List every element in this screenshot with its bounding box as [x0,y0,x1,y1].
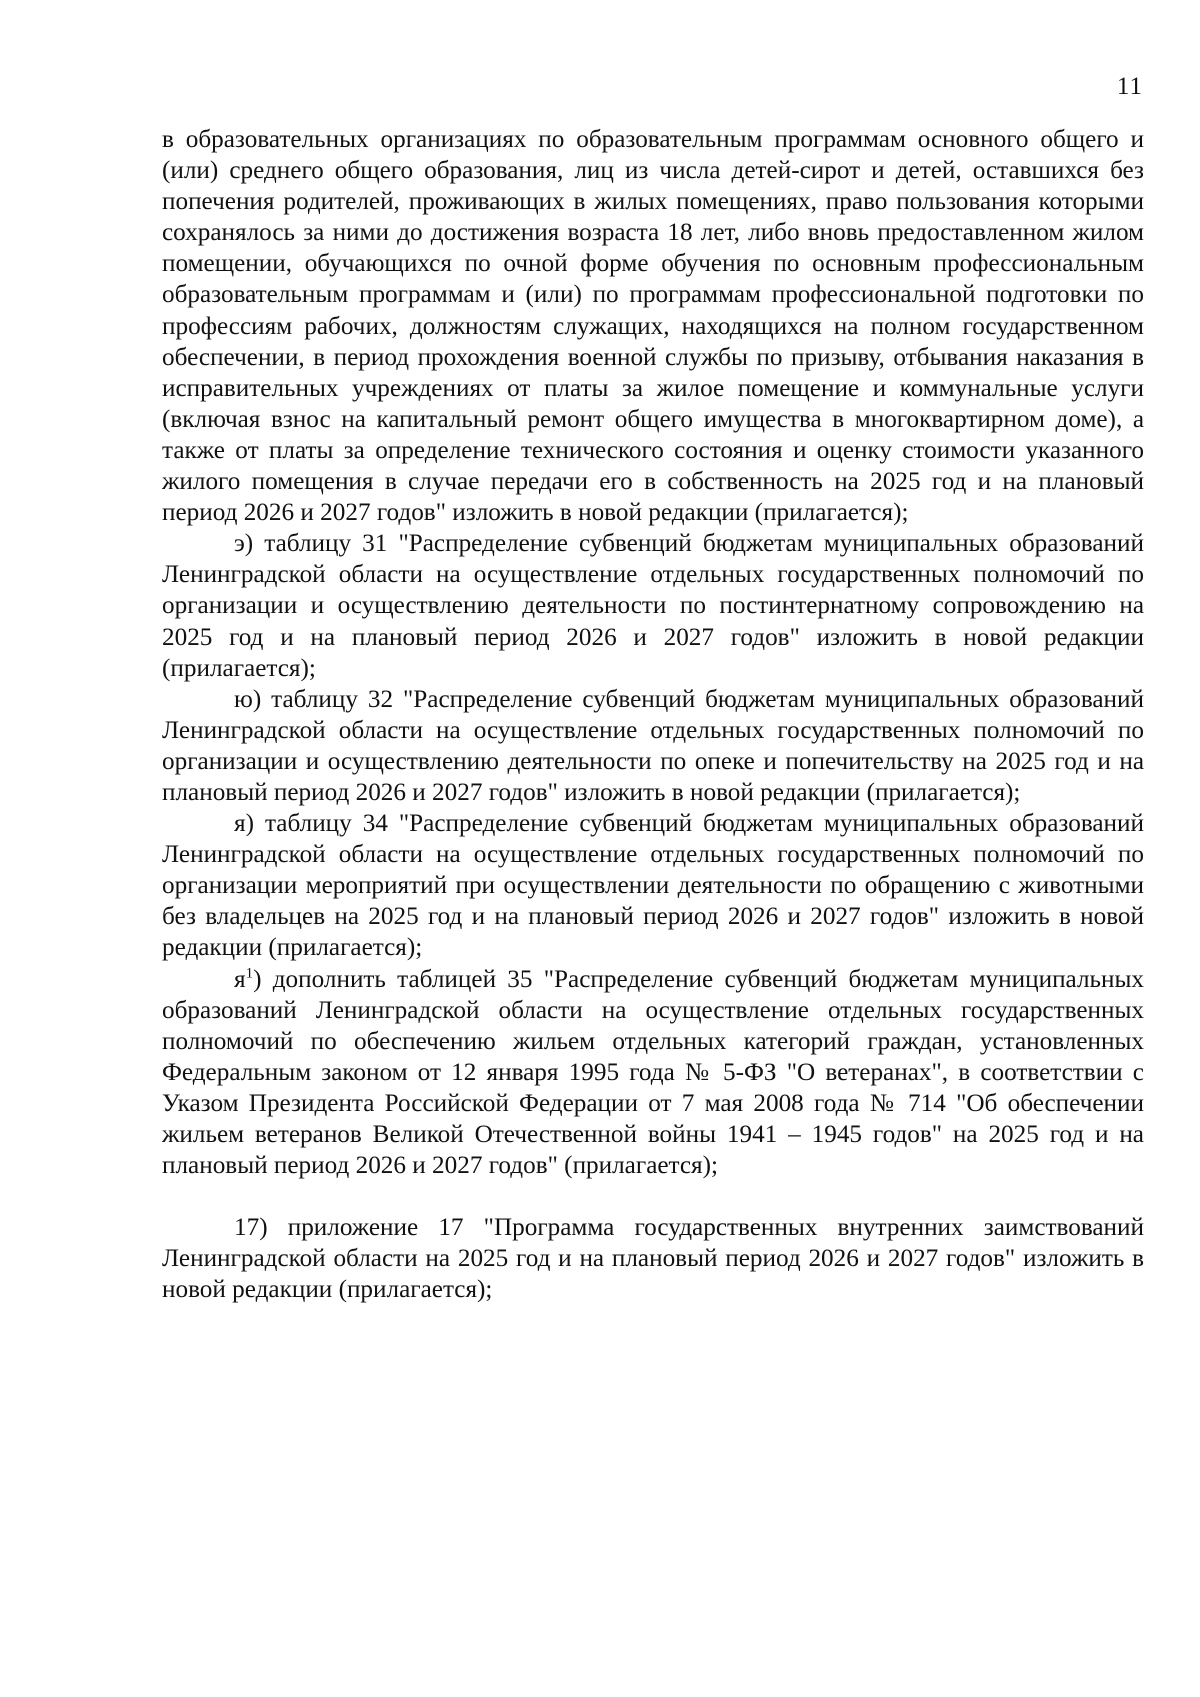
document-body [162,124,1144,1305]
paragraph-item-yu: ю) таблицу 32 "Распределение субвенций бюджетам муниципальных образований Ленинградской области на осуществление отдельных государственных полномочий по организации и осуществлению деятельности по опеке и попечительству на 2025 год и на плановый период 2026 и 2027 годов" изложить в новой редакции (прилагается); [162,685,1144,806]
paragraph-item-e: э) таблицу 31 "Распределение субвенций бюджетам муниципальных образований Ленинградской области на осуществление отдельных государственных полномочий по организации и осуществлению деятельности по постинтернатному сопровождению на 2025 год и на плановый период 2026 и 2027 годов" изложить в новой редакции (прилагается); [162,530,1144,682]
paragraph-item-ya: я) таблицу 34 "Распределение субвенций бюджетам муниципальных образований Ленинградской области на осуществление отдельных государственных полномочий по организации мероприятий при осуществлении деятельности по обращению с животными без владельцев на 2025 год и на плановый период 2026 и 2027 годов" изложить в новой редакции (прилагается); [162,810,1144,962]
item-letter: я [234,965,246,993]
paragraph-item-ya1 [162,964,1144,1182]
item-text: ) дополнить таблицей 35 "Распределение субвенций бюджетам муниципальных образований Ленинградской области на осуществление отдельных государственных полномочий по обеспечению жильем отдельных категорий граждан, установленных Федеральным законом от 12 января 1995 года № 5-ФЗ "О ветеранах", в соответствии с Указом Президента Российской Федерации от 7 мая 2008 года № 714 "Об обеспечении жильем ветеранов Великой Отечественной войны 1941 – 1945 годов" на 2025 год и на плановый период 2026 и 2027 годов" (прилагается); [162,965,1144,1180]
item-superscript: 1 [245,965,254,982]
page-number: 11 [1116,73,1143,100]
paragraph-item-17: 17) приложение 17 "Программа государственных внутренних заимствований Ленинградской области на 2025 год и на плановый период 2026 и 2027 годов" изложить в новой редакции (прилагается); [162,1214,1144,1304]
paragraph-continuation: в образовательных организациях по образовательным программам основного общего и (или) среднего общего образования, лиц из числа детей-сирот и детей, оставшихся без попечения родителей, проживающих в жилых помещениях, право пользования которыми сохранялось за ними до достижения возраста 18 лет, либо вновь предоставленном жилом помещении, обучающихся по очной форме обучения по основным профессиональным образовательным программам и (или) по программам профессиональной подготовки по профессиям рабочих, должностям служащих, находящихся на полном государственном обеспечении, в период прохождения военной службы по призыву, отбывания наказания в исправительных учреждениях от платы за жилое помещение и коммунальные услуги (включая взнос на капитальный ремонт общего имущества в многоквартирном доме), а также от платы за определение технического состояния и оценку стоимости указанного жилого помещения в случае передачи его в собственность на 2025 год и на плановый период 2026 и 2027 годов" изложить в новой редакции (прилагается); [162,126,1144,527]
